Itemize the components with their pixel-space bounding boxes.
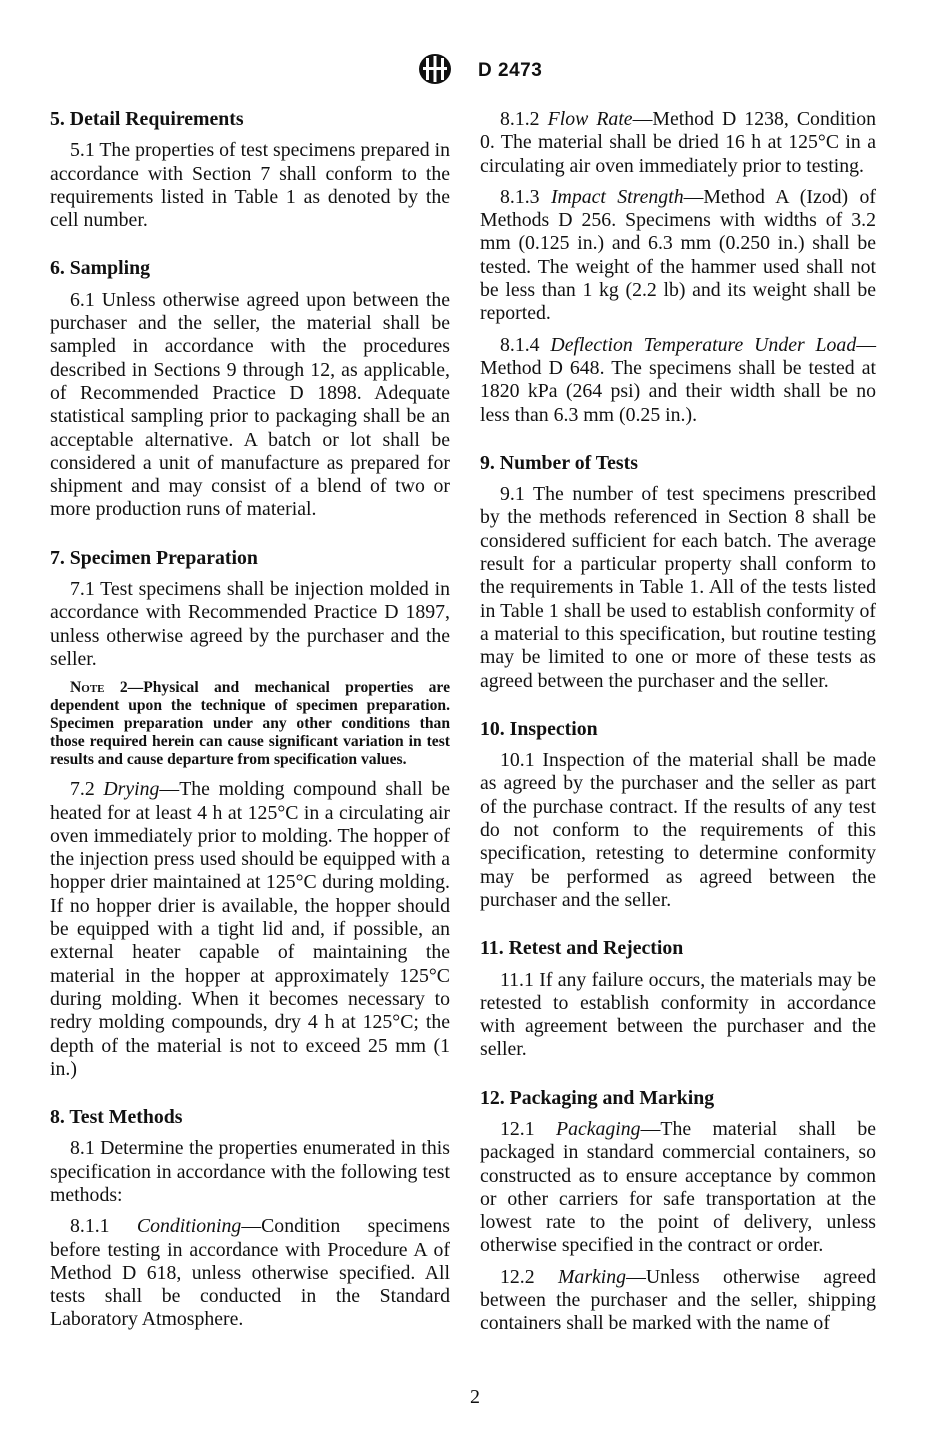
- paragraph-title: Deflection Temperature Under Load: [550, 333, 857, 356]
- section-heading: 7. Specimen Preparation: [50, 546, 258, 569]
- paragraph: 11.1 If any failure occurs, the materials may be retested to establish conformity in accordance with agreement between the purchaser and the seller.: [480, 968, 876, 1061]
- paragraph-title: Flow Rate: [547, 108, 633, 130]
- astm-logo-icon: [414, 52, 456, 86]
- paragraph: 5.1 The properties of test specimens prepared in accordance with Section 7 shall conform to the requirements listed in Table 1 as denoted by the cell number.: [50, 139, 450, 232]
- paragraph-title: Conditioning: [136, 1215, 242, 1238]
- paragraph: 8.1.2 Flow Rate—Method D 1238, Condition 0. The material shall be dried 16 h at 125°C in a circulating air oven immediately prior to testing.: [480, 108, 876, 177]
- paragraph: 7.2 Drying—The molding compound shall be heated for at least 4 h at 125°C in a circulating air oven immediately prior to molding. The hopper of the injection press used should be equipped with a hopper drier maintained at 125°C during molding. If no hopper drier is available, the hopper should be equipped with a tight lid and, if possible, an external heater capable of maintaining the material in the hopper at approximately 125°C during molding. When it becomes necessary to redry molding compounds, dry 4 h at 125°C; the depth of the material is not to exceed 25 mm (1 in.): [50, 778, 450, 1080]
- section-heading: 6. Sampling: [50, 257, 151, 280]
- right-column: [480, 108, 876, 1344]
- paragraph: 9.1 The number of test specimens prescribed by the methods referenced in Section 8 shall be considered sufficient for each batch. The average result for a particular property shall conform to the requirements in Table 1. All of the tests listed in Table 1 shall be used to establish conformity of a material to this specification, but routine testing may be limited to one or more of these tests as agreed between the purchaser and the seller.: [480, 483, 876, 692]
- page-number: 2: [470, 1386, 480, 1408]
- paragraph-title: Drying: [103, 778, 160, 801]
- paragraph: 7.1 Test specimens shall be injection molded in accordance with Recommended Practice D 1897, unless otherwise agreed by the purchaser and the seller.: [50, 578, 450, 670]
- section-heading: 12. Packaging and Marking: [480, 1086, 715, 1109]
- paragraph-title: Impact Strength: [550, 185, 684, 208]
- paragraph: 10.1 Inspection of the material shall be made as agreed by the purchaser and the seller as part of the purchase contract. If the results of any test do not conform to the requirements of this specification, retesting to determine conformity may be performed as agreed between the purchaser and the seller.: [480, 749, 876, 911]
- paragraph-title: Marking: [557, 1265, 627, 1288]
- section-heading: 9. Number of Tests: [480, 451, 638, 474]
- page-header: [0, 52, 950, 88]
- paragraph: 8.1.3 Impact Strength—Method A (Izod) of Methods D 256. Specimens with widths of 3.2 mm (0.125 in.) and 6.3 mm (0.250 in.) shall be tested. The weight of the hammer used shall not be less than 1 kg (2.2 lb) and its weight shall be reported.: [480, 185, 876, 325]
- note-label: Note 2: [70, 679, 128, 697]
- section-heading: 11. Retest and Rejection: [480, 937, 684, 960]
- section-heading: 5. Detail Requirements: [50, 108, 244, 130]
- paragraph: 8.1.1 Conditioning—Condition specimens before testing in accordance with Procedure A of Method D 618, unless otherwise specified. All tests shall be conducted in the Standard Laboratory Atmosphere.: [50, 1215, 450, 1331]
- paragraph: 12.2 Marking—Unless otherwise agreed between the purchaser and the seller, shipping containers shall be marked with the name of: [480, 1265, 876, 1335]
- paragraph: 8.1 Determine the properties enumerated in this specification in accordance with the following test methods:: [50, 1137, 450, 1206]
- left-column: [50, 108, 450, 1340]
- note: [50, 679, 450, 769]
- section-heading: 8. Test Methods: [50, 1106, 183, 1129]
- paragraph-title: Packaging: [555, 1117, 641, 1140]
- paragraph: 12.1 Packaging—The material shall be packaged in standard commercial containers, so constructed as to ensure acceptance by common or other carriers for safe transportation at the lowest rate to the point of delivery, unless otherwise specified in the contract or order.: [480, 1117, 877, 1257]
- section-heading: 10. Inspection: [480, 717, 598, 740]
- paragraph: 8.1.4 Deflection Temperature Under Load—Method D 648. The specimens shall be tested at 1820 kPa (264 psi) and their width shall be no less than 6.3 mm (0.25 in.).: [480, 333, 876, 426]
- note-text: —Physical and mechanical properties are dependent upon the technique of specimen preparation. Specimen preparation under any other conditions than those required herein can cause significant variation in test results and cause departure from specification values.: [50, 679, 450, 769]
- paragraph: 6.1 Unless otherwise agreed upon between the purchaser and the seller, the material shall be sampled in accordance with the procedures described in Sections 9 through 12, as applicable, of Recommended Practice D 1898. Adequate statistical sampling prior to packaging shall be an acceptable alternative. A batch or lot shall be considered a unit of manufacture as prepared for shipment and may consist of a blend of two or more production runs of material.: [50, 288, 450, 521]
- document-designation: D 2473: [478, 60, 543, 81]
